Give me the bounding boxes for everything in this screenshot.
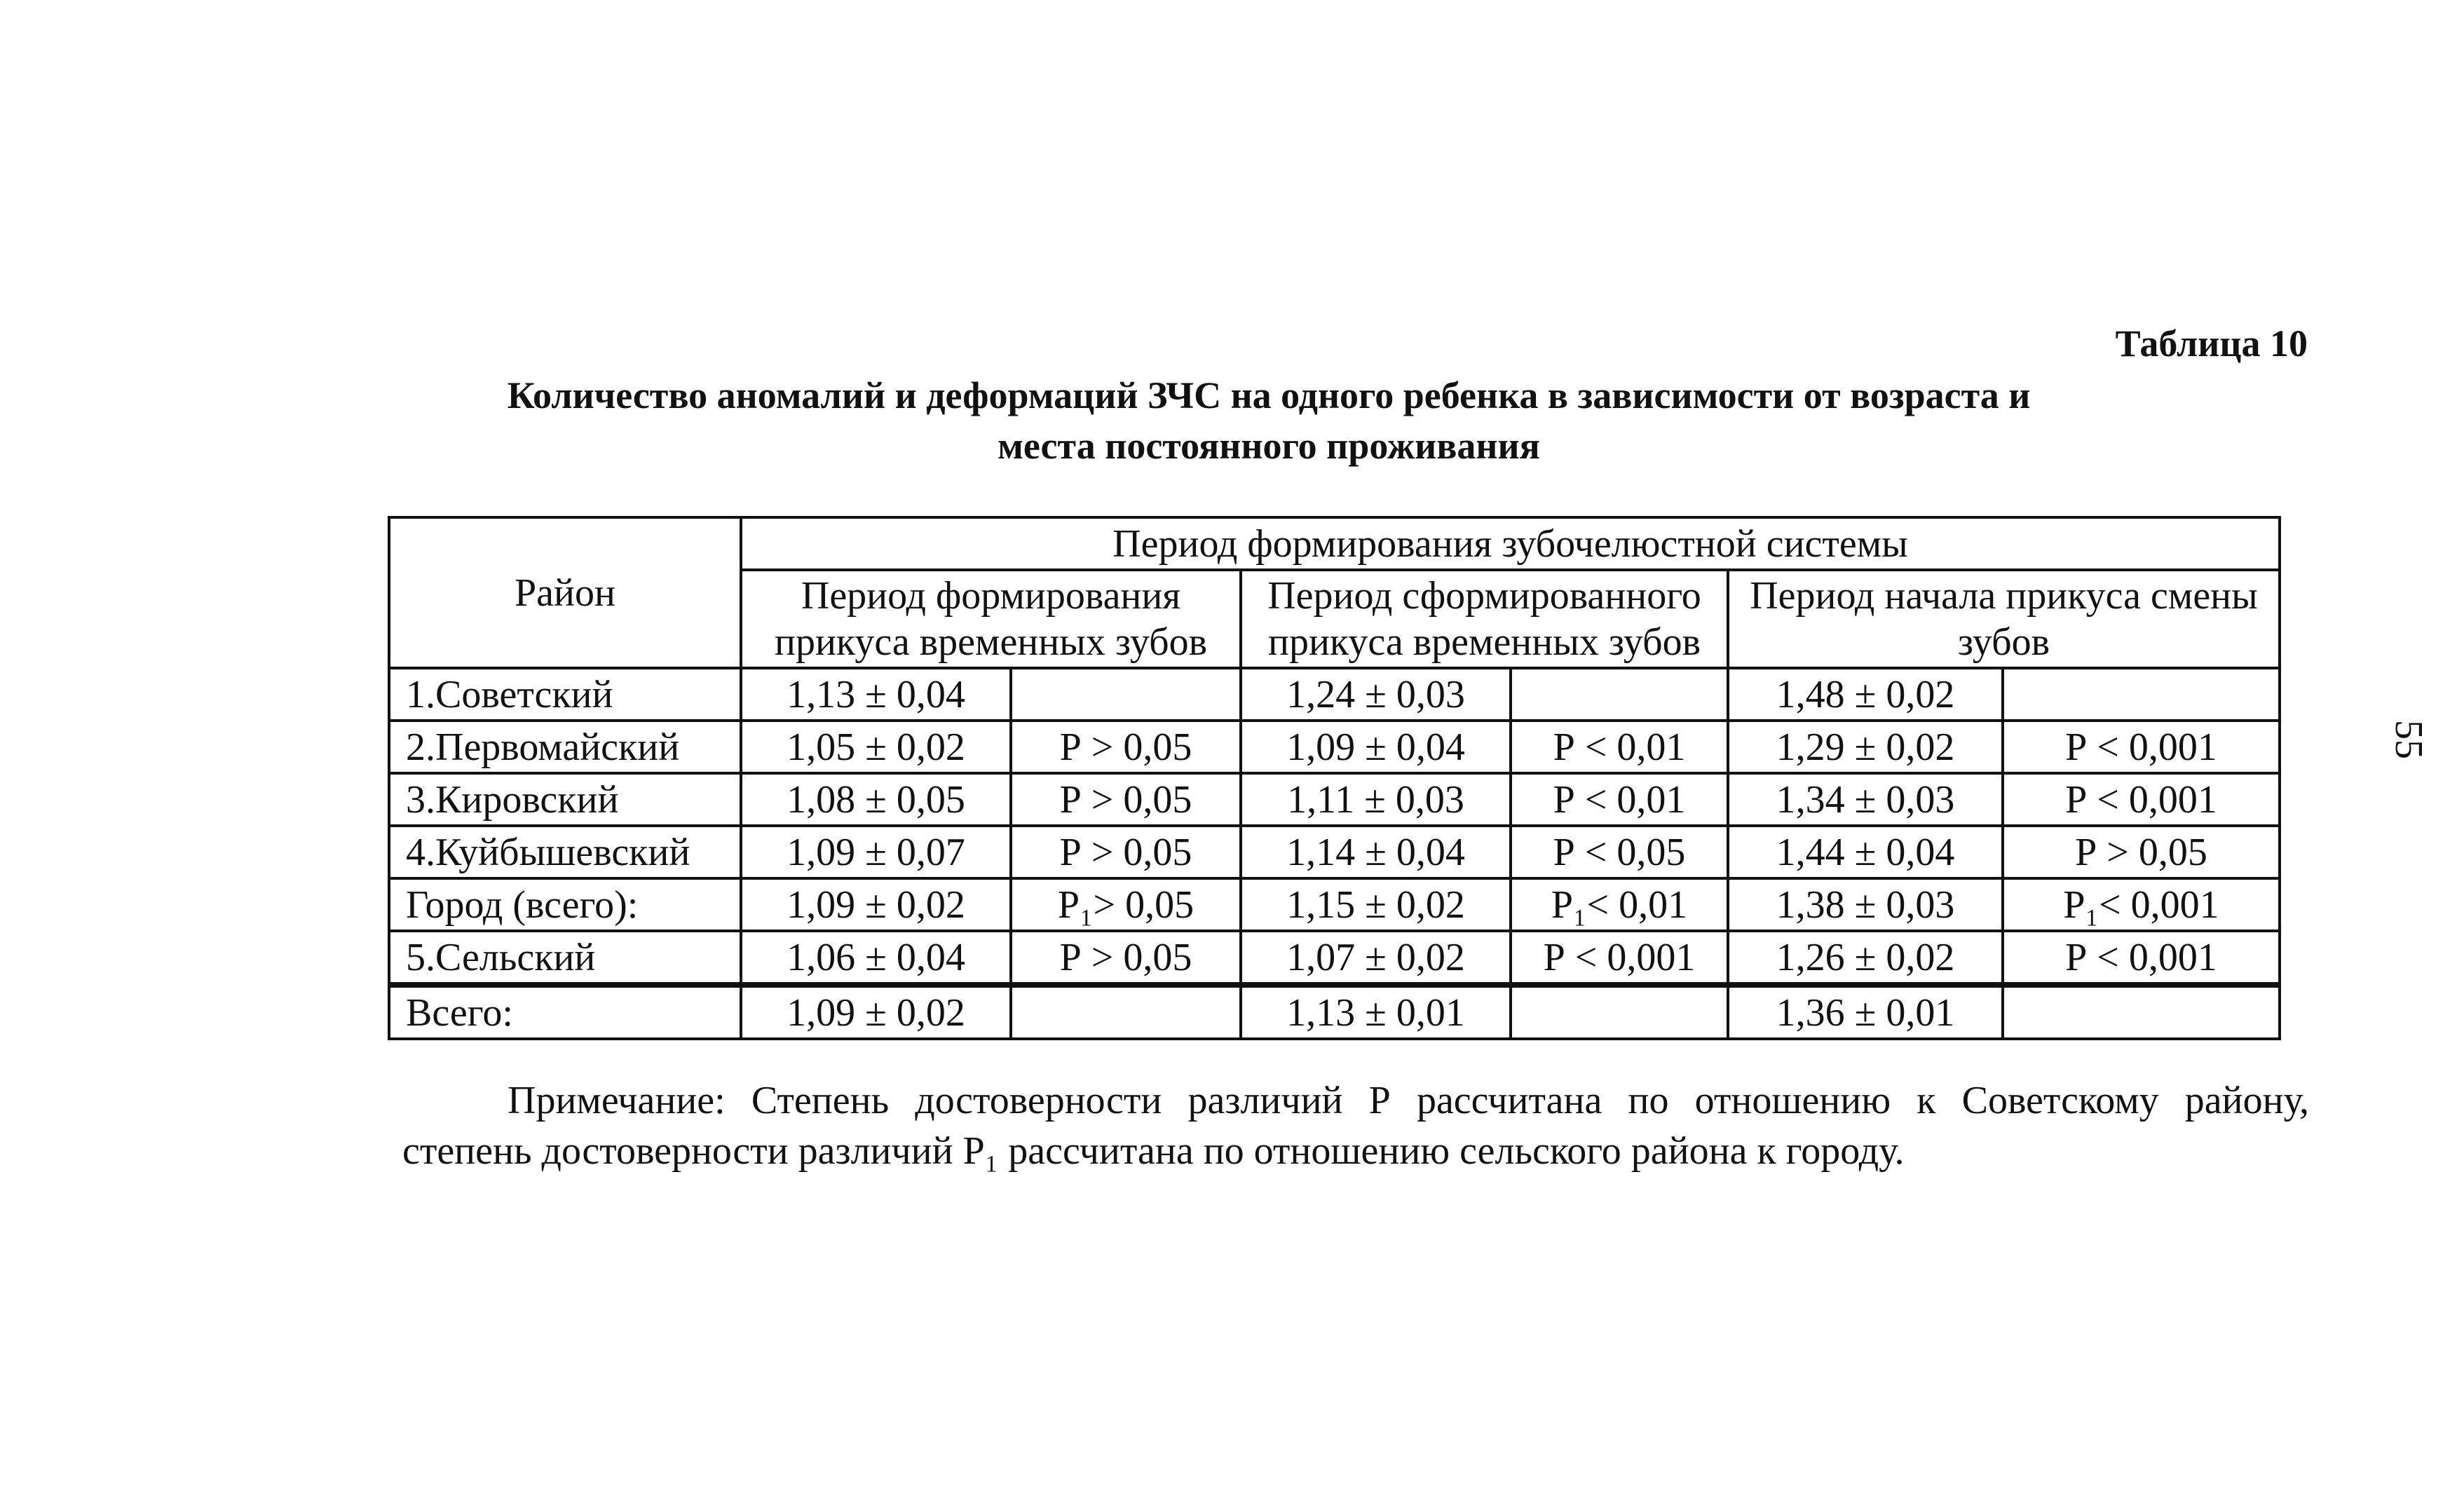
district-cell: Всего: bbox=[389, 985, 741, 1039]
value-cell: 1,26 ± 0,02 bbox=[1728, 931, 2003, 985]
significance-cell: Р₁> 0,05 bbox=[1011, 878, 1241, 931]
significance-cell: Р > 0,05 bbox=[1011, 721, 1241, 773]
significance-cell: Р > 0,05 bbox=[1011, 773, 1241, 826]
significance-cell: Р > 0,05 bbox=[1011, 931, 1241, 985]
significance-cell bbox=[1511, 985, 1728, 1039]
value-cell: 1,09 ± 0,04 bbox=[1241, 721, 1511, 773]
significance-cell: Р < 0,001 bbox=[2003, 931, 2280, 985]
significance-cell: Р > 0,05 bbox=[1011, 826, 1241, 878]
value-cell: 1,15 ± 0,02 bbox=[1241, 878, 1511, 931]
significance-cell: Р₁< 0,01 bbox=[1511, 878, 1728, 931]
header-row-group bbox=[389, 517, 2280, 570]
table-caption bbox=[491, 370, 2047, 471]
table-row bbox=[389, 931, 2280, 985]
significance-cell: Р < 0,001 bbox=[1511, 931, 1728, 985]
table-row bbox=[389, 668, 2280, 721]
value-cell: 1,11 ± 0,03 bbox=[1241, 773, 1511, 826]
significance-cell bbox=[1011, 985, 1241, 1039]
period-header-3: Период начала прикуса смены зубов bbox=[1728, 570, 2280, 668]
table-row bbox=[389, 878, 2280, 931]
group-header: Период формирования зубочелюстной системы bbox=[741, 517, 2280, 570]
caption-line-1: Количество аномалий и деформаций ЗЧС на одного ребенка в зависимости от возраста и bbox=[507, 374, 2031, 416]
district-cell: 2.Первомайский bbox=[389, 721, 741, 773]
significance-cell: Р > 0,05 bbox=[2003, 826, 2280, 878]
period-header-2: Период сформированного прикуса временных зубов bbox=[1241, 570, 1728, 668]
note-line-2: степень достоверности различий Р₁ рассчитана по отношению сельского района к городу. bbox=[402, 1129, 1905, 1173]
table-note bbox=[402, 1075, 2309, 1176]
value-cell: 1,48 ± 0,02 bbox=[1728, 668, 2003, 721]
page-number: 55 bbox=[2387, 720, 2430, 759]
value-cell: 1,09 ± 0,02 bbox=[741, 878, 1011, 931]
table-row-total bbox=[389, 985, 2280, 1039]
value-cell: 1,14 ± 0,04 bbox=[1241, 826, 1511, 878]
value-cell: 1,07 ± 0,02 bbox=[1241, 931, 1511, 985]
table-row bbox=[389, 773, 2280, 826]
significance-cell: Р < 0,01 bbox=[1511, 773, 1728, 826]
value-cell: 1,09 ± 0,07 bbox=[741, 826, 1011, 878]
significance-cell bbox=[1011, 668, 1241, 721]
significance-cell: Р < 0,001 bbox=[2003, 721, 2280, 773]
value-cell: 1,34 ± 0,03 bbox=[1728, 773, 2003, 826]
value-cell: 1,38 ± 0,03 bbox=[1728, 878, 2003, 931]
note-line-1: Примечание: Степень достоверности различий Р рассчитана по отношению к Советскому району, bbox=[508, 1079, 2309, 1122]
value-cell: 1,13 ± 0,01 bbox=[1241, 985, 1511, 1039]
period-header-1: Период формирования прикуса временных зубов bbox=[741, 570, 1241, 668]
value-cell: 1,13 ± 0,04 bbox=[741, 668, 1011, 721]
district-cell: Город (всего): bbox=[389, 878, 741, 931]
caption-line-2: места постоянного проживания bbox=[998, 425, 1540, 467]
district-cell: 4.Куйбышевский bbox=[389, 826, 741, 878]
data-table bbox=[388, 516, 2281, 1040]
district-cell: 3.Кировский bbox=[389, 773, 741, 826]
value-cell: 1,08 ± 0,05 bbox=[741, 773, 1011, 826]
table-row bbox=[389, 826, 2280, 878]
table-row bbox=[389, 721, 2280, 773]
value-cell: 1,44 ± 0,04 bbox=[1728, 826, 2003, 878]
significance-cell bbox=[2003, 668, 2280, 721]
value-cell: 1,06 ± 0,04 bbox=[741, 931, 1011, 985]
significance-cell: Р < 0,01 bbox=[1511, 721, 1728, 773]
value-cell: 1,29 ± 0,02 bbox=[1728, 721, 2003, 773]
value-cell: 1,09 ± 0,02 bbox=[741, 985, 1011, 1039]
value-cell: 1,05 ± 0,02 bbox=[741, 721, 1011, 773]
table-label: Таблица 10 bbox=[2115, 322, 2308, 365]
value-cell: 1,36 ± 0,01 bbox=[1728, 985, 2003, 1039]
district-cell: 5.Сельский bbox=[389, 931, 741, 985]
significance-cell: Р₁< 0,001 bbox=[2003, 878, 2280, 931]
significance-cell: Р < 0,05 bbox=[1511, 826, 1728, 878]
district-cell: 1.Советский bbox=[389, 668, 741, 721]
significance-cell bbox=[1511, 668, 1728, 721]
value-cell: 1,24 ± 0,03 bbox=[1241, 668, 1511, 721]
significance-cell: Р < 0,001 bbox=[2003, 773, 2280, 826]
district-header: Район bbox=[389, 517, 741, 668]
significance-cell bbox=[2003, 985, 2280, 1039]
